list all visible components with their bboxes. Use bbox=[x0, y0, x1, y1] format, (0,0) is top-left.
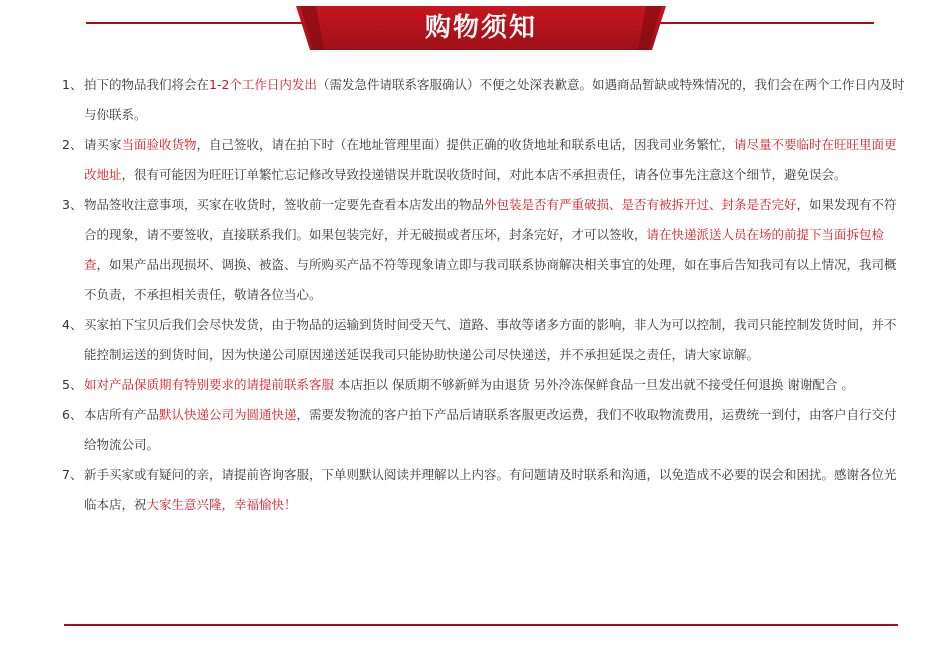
note-text: ，如果产品出现损坏、调换、被盗、与所购买产品不符等现象请立即与我司联系协商解决相关事宜的处理，如在事后告知我司有以上情况，我司概不负责，不承担相关责任，敬请各位当心。 bbox=[84, 257, 897, 302]
note-text: ，如果发现有不符合的现象，请不要签收，直接联系我们。如果包装完好，并无破损或者压坏，封条完好，才可以签收， bbox=[84, 197, 897, 242]
note-number: 3、 bbox=[62, 197, 83, 212]
note-text: ，需要发物流的客户拍下产品后请联系客服更改运费，我们不收取物流费用，运费统一到付，由客户自行交付给物流公司。 bbox=[84, 407, 897, 452]
note-text: 物品签收注意事项，买家在收货时，签收前一定要先查看本店发出的物品 bbox=[84, 197, 485, 212]
note-text: 本店拒以 保质期不够新鲜为由退货 另外冷冻保鲜食品一旦发出就不接受任何退换 谢谢配合 。 bbox=[334, 377, 854, 392]
note-highlight-text: 默认快递公司为圆通快递 bbox=[159, 407, 297, 422]
note-item bbox=[62, 400, 908, 460]
header-rule-right bbox=[660, 22, 874, 24]
note-text: ，自己签收，请在拍下时（在地址管理里面）提供正确的收货地址和联系电话，因我司业务繁忙， bbox=[196, 137, 735, 152]
note-highlight-text: 如对产品保质期有特别要求的请提前联系客服 bbox=[84, 377, 335, 392]
note-item bbox=[62, 190, 908, 310]
note-highlight-text: 当面验收货物 bbox=[121, 137, 197, 152]
note-item bbox=[62, 370, 908, 400]
header-rule-left bbox=[86, 22, 306, 24]
note-text: ，很有可能因为旺旺订单繁忙忘记修改导致投递错误并耽误收货时间，对此本店不承担责任，请各位事先注意这个细节，避免误会。 bbox=[121, 167, 847, 182]
note-number: 5、 bbox=[62, 377, 83, 392]
note-number: 6、 bbox=[62, 407, 83, 422]
page-title: 购物须知 bbox=[424, 13, 537, 43]
note-number: 2、 bbox=[62, 137, 83, 152]
note-item bbox=[62, 130, 908, 190]
note-number: 7、 bbox=[62, 467, 83, 482]
note-text: 买家拍下宝贝后我们会尽快发货，由于物品的运输到货时间受天气、道路、事故等诸多方面的影响，非人为可以控制，我司只能控制发货时间，并不能控制运送的到货时间，因为快递公司原因递送延误我司只能协助快递公司尽快递送，并不承担延误之责任，请大家谅解。 bbox=[84, 317, 897, 362]
note-number: 4、 bbox=[62, 317, 83, 332]
note-highlight-text: 外包装是否有严重破损、是否有被拆开过、封条是否完好 bbox=[484, 197, 797, 212]
note-text: 新手买家或有疑问的亲，请提前咨询客服，下单则默认阅读并理解以上内容。有问题请及时联系和沟通，以免造成不必要的误会和困扰。感谢各位光临本店，祝 bbox=[84, 467, 897, 512]
note-text: 本店所有产品 bbox=[84, 407, 160, 422]
note-number: 1、 bbox=[62, 77, 83, 92]
note-text: 请买家 bbox=[84, 137, 122, 152]
note-highlight-text: 1-2个工作日内发出 bbox=[209, 77, 317, 92]
notes-list bbox=[62, 70, 908, 520]
note-highlight-text: 请在快递派送人员在场的前提下当面拆包检查 bbox=[84, 227, 885, 272]
note-text: 拍下的物品我们将会在 bbox=[84, 77, 210, 92]
note-text: （需发急件请联系客服确认）不便之处深表歉意。如遇商品暂缺或特殊情况的，我们会在两个工作日内及时与你联系。 bbox=[84, 77, 905, 122]
footer-rule bbox=[64, 624, 898, 626]
note-highlight-text: 大家生意兴隆，幸福愉快！ bbox=[146, 497, 297, 512]
note-item bbox=[62, 460, 908, 520]
note-item bbox=[62, 70, 908, 130]
title-banner bbox=[296, 6, 666, 50]
note-highlight-text: 请尽量不要临时在旺旺里面更改地址 bbox=[84, 137, 897, 182]
note-item bbox=[62, 310, 908, 370]
